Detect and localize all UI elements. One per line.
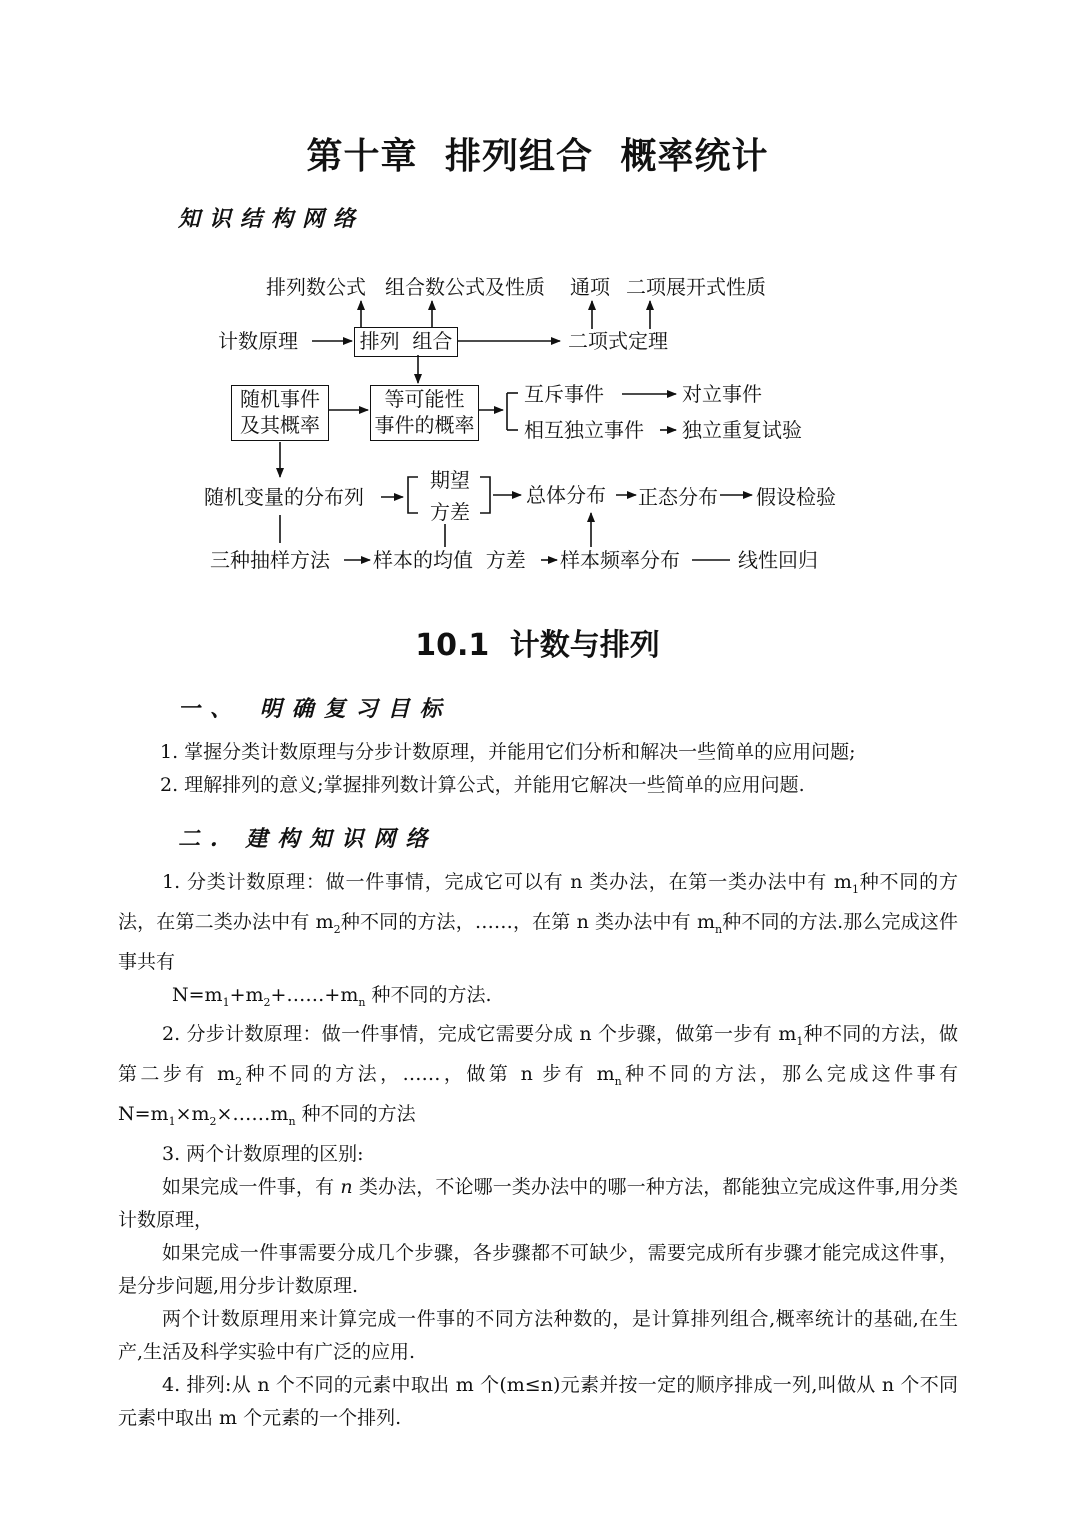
box-random-event-line1: 随机事件 — [240, 387, 320, 411]
node-random-variable: 随机变量的分布列 — [204, 485, 364, 509]
heading-knowledge-network: 二. 建构知识网络 — [178, 826, 438, 852]
box-equal-probability — [370, 385, 479, 441]
section-title: 10.1 计数与排列 — [415, 628, 660, 663]
paragraph-multiplication-principle: 2. 分步计数原理：做一件事情，完成它需要分成 n 个步骤，做第一步有 $m_1$种不同的方法，做第二步有 $m_2$种不同的方法，……，做第 n 步有 $m_n$种不同的方法，那么完成这件事有 $N=m_1\times m_2\times\dots\dots m_n$ 种不同的方法 — [118, 1023, 959, 1128]
node-permutation-formula: 排列数公式 — [266, 275, 366, 299]
box-permutation-combination: 排列 组合 — [354, 327, 458, 357]
node-linear-regression: 线性回归 — [738, 548, 818, 572]
chapter-title: 第十章 排列组合 概率统计 — [306, 136, 769, 177]
box-random-event — [231, 385, 329, 441]
node-complementary: 对立事件 — [682, 382, 762, 406]
formula-addition: $N=m_1+m_2+\dots\dots+m_n$ 种不同的方法. — [172, 983, 492, 1009]
node-mutually-exclusive: 互斥事件 — [524, 382, 604, 406]
paragraph-classification-case: 如果完成一件事，有 n 类办法，不论哪一类办法中的哪一种方法，都能独立完成这件事,用分类计数原理， — [118, 1175, 958, 1231]
box-equal-probability-line2: 事件的概率 — [374, 413, 475, 437]
goal-item: 1. 掌握分类计数原理与分步计数原理，并能用它们分析和解决一些简单的应用问题; — [160, 741, 856, 763]
node-binomial-theorem: 二项式定理 — [568, 329, 668, 353]
node-counting-principle: 计数原理 — [218, 329, 298, 353]
node-variance: 方差 — [430, 500, 470, 524]
knowledge-structure-label: 知识结构网络 — [178, 206, 365, 232]
box-random-event-line2: 及其概率 — [240, 413, 320, 437]
node-general-term: 通项 — [570, 275, 610, 299]
node-combination-formula: 组合数公式及性质 — [385, 275, 545, 299]
box-equal-probability-line1: 等可能性 — [384, 387, 465, 411]
node-expectation: 期望 — [430, 468, 470, 492]
paragraph-step-case: 如果完成一件事需要分成几个步骤，各步骤都不可缺少，需要完成所有步骤才能完成这件事，是分步问题,用分步计数原理. — [118, 1241, 958, 1297]
node-sample-frequency: 样本频率分布 — [560, 548, 680, 572]
node-binomial-properties: 二项展开式性质 — [626, 275, 766, 299]
node-hypothesis-test: 假设检验 — [756, 485, 836, 509]
paragraph-permutation-definition: 4. 排列:从 n 个不同的元素中取出 m 个(m≤n)元素并按一定的顺序排成一列,叫做从 n 个不同元素中取出 m 个元素的一个排列. — [118, 1373, 958, 1429]
node-normal-distribution: 正态分布 — [638, 485, 718, 509]
paragraph-applications: 两个计数原理用来计算完成一件事的不同方法种数的，是计算排列组合,概率统计的基础,在生产,生活及科学实验中有广泛的应用. — [118, 1307, 958, 1363]
heading-review-goals: 一、 明确复习目标 — [178, 696, 452, 722]
goals-list — [160, 736, 960, 802]
paragraph-addition-principle: 1. 分类计数原理：做一件事情，完成它可以有 n 类办法，在第一类办法中有 $m_1$种不同的方法，在第二类办法中有 $m_2$种不同的方法，……，在第 n 类办法中有 $m_n$种不同的方法.那么完成这件事共有 — [118, 871, 959, 973]
body-text — [118, 866, 958, 1435]
goal-item: 2. 理解排列的意义;掌握排列数计算公式，并能用它解决一些简单的应用问题. — [160, 774, 805, 796]
node-independent-events: 相互独立事件 — [524, 418, 644, 442]
node-sampling-methods: 三种抽样方法 — [210, 548, 330, 572]
node-population-distribution: 总体分布 — [526, 483, 606, 507]
knowledge-diagram — [0, 265, 1075, 585]
node-independent-repeat: 独立重复试验 — [682, 418, 802, 442]
paragraph-difference-heading: 3. 两个计数原理的区别: — [162, 1142, 364, 1165]
node-sample-mean-variance: 样本的均值 方差 — [373, 548, 526, 572]
